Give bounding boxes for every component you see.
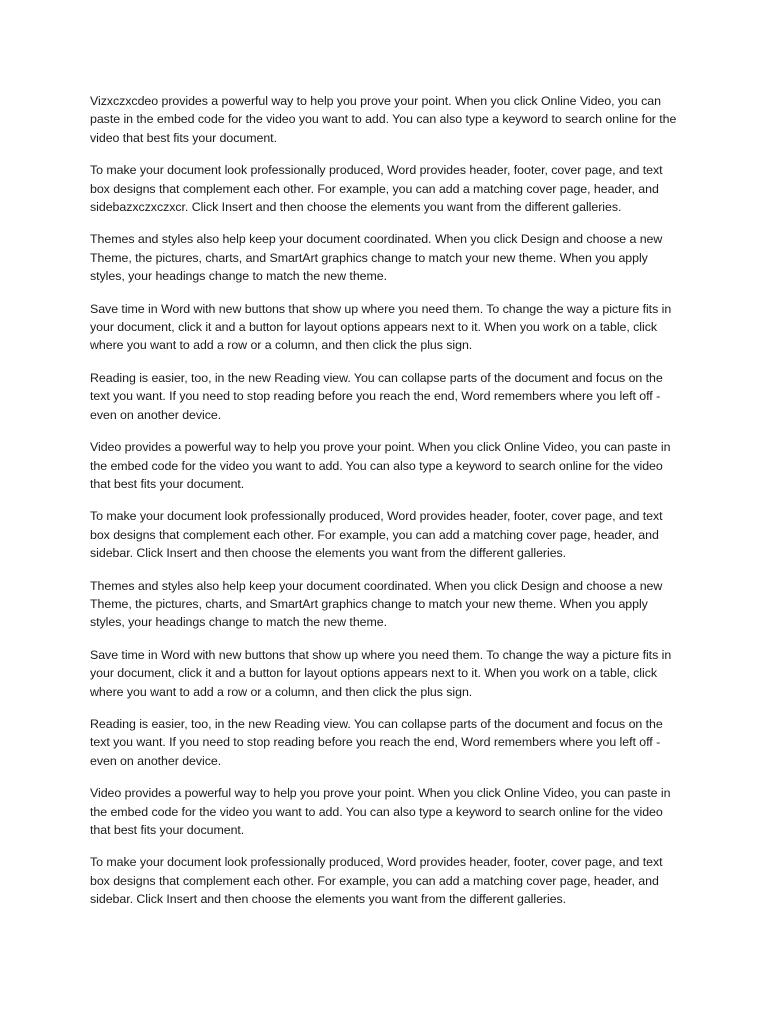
paragraph-4: Save time in Word with new buttons that show up where you need them. To change the way a picture fits in your document, click it and a button for layout options appears next to it. When you work on a table, click where you want to add a row or a column, and then click the plus sign. (90, 301, 672, 353)
paragraph-7: To make your document look professionally produced, Word provides header, footer, cover page, and text box designs that complement each other. For example, you can add a matching cover page, header, and sidebar. Click Insert and then choose the elements you want from the different galleries. (90, 509, 663, 561)
paragraph-11: Video provides a powerful way to help you prove your point. When you click Online Video, you can paste in the embed code for the video you want to add. You can also type a keyword to search online for the video that best fits your document. (90, 786, 671, 837)
paragraph-12: To make your document look professionally produced, Word provides header, footer, cover page, and text box designs that complement each other. For example, you can add a matching cover page, header, and sidebar. Click Insert and then choose the elements you want from the different galleries. (90, 855, 663, 907)
paragraph-3: Themes and styles also help keep your document coordinated. When you click Design and choose a new Theme, the pictures, charts, and SmartArt graphics change to match your new theme. When you apply styles, your headings change to match the new theme. (90, 232, 663, 284)
paragraph-6: Video provides a powerful way to help you prove your point. When you click Online Video, you can paste in the embed code for the video you want to add. You can also type a keyword to search online for the video that best fits your document. (90, 440, 671, 491)
paragraph-2: To make your document look professionally produced, Word provides header, footer, cover page, and text box designs that complement each other. For example, you can add a matching cover page, header, and sidebazxczxczxcr. Click Insert and then choose the elements you want from the different galleries. (90, 163, 663, 215)
paragraph-9: Save time in Word with new buttons that show up where you need them. To change the way a picture fits in your document, click it and a button for layout options appears next to it. When you work on a table, click where you want to add a row or a column, and then click the plus sign. (90, 647, 672, 699)
document-body (90, 92, 684, 923)
paragraph-5: Reading is easier, too, in the new Reading view. You can collapse parts of the document and focus on the text you want. If you need to stop reading before you reach the end, Word remembers where you left off - even on another device. (90, 370, 663, 422)
paragraph-10: Reading is easier, too, in the new Reading view. You can collapse parts of the document and focus on the text you want. If you need to stop reading before you reach the end, Word remembers where you left off - even on another device. (90, 716, 663, 768)
paragraph-1: Vizxczxcdeo provides a powerful way to help you prove your point. When you click Online Video, you can paste in the embed code for the video you want to add. You can also type a keyword to search online for the video that best fits your document. (90, 94, 677, 145)
paragraph-8: Themes and styles also help keep your document coordinated. When you click Design and choose a new Theme, the pictures, charts, and SmartArt graphics change to match your new theme. When you apply styles, your headings change to match the new theme. (90, 578, 663, 630)
